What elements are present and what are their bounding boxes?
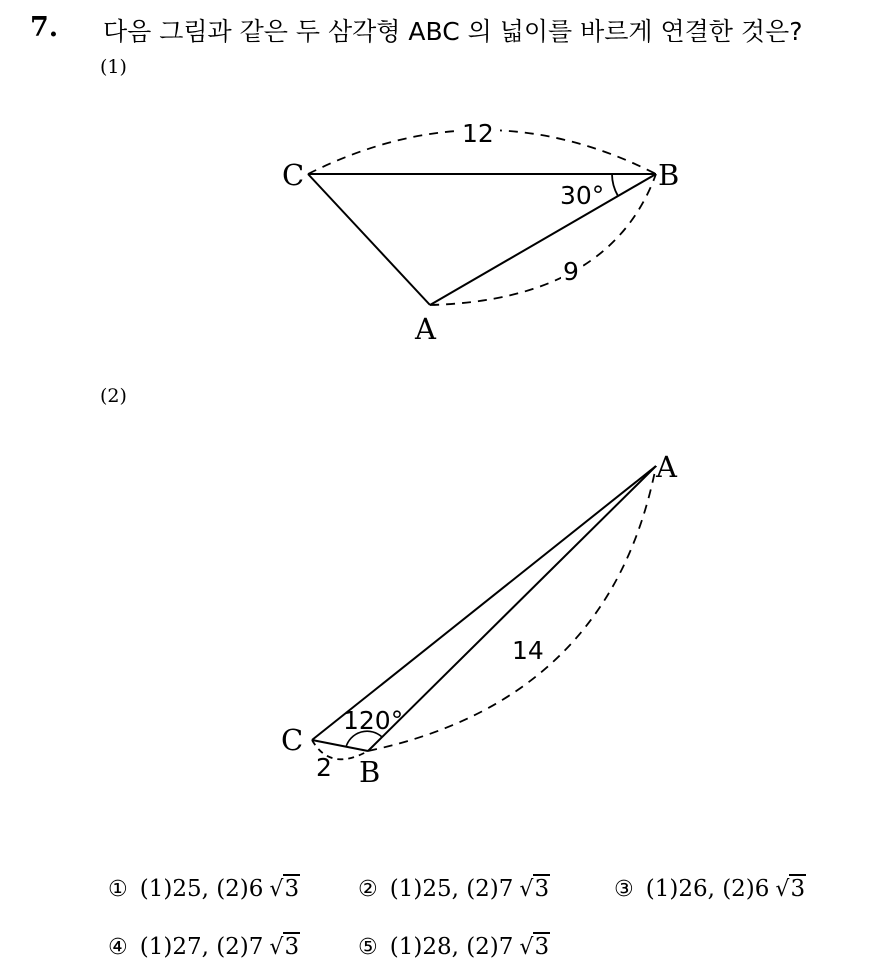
choice-2[interactable] (358, 876, 550, 902)
side-ab-length-2: 14 (512, 636, 544, 665)
side-cb-length-1: 12 (462, 119, 494, 148)
vertex-c-2: C (281, 723, 304, 757)
choice-1-text: (1)25, (2)6 (139, 876, 264, 902)
choice-2-mark: ② (358, 877, 378, 902)
vertex-c-1: C (282, 158, 305, 192)
choice-3-mark: ③ (614, 877, 634, 902)
part-2-label: (2) (100, 385, 127, 407)
sqrt-symbol: √3 (269, 934, 300, 960)
choice-3-text: (1)26, (2)6 (645, 876, 770, 902)
choice-4-mark: ④ (108, 935, 128, 960)
question-number: 7. (30, 12, 59, 43)
choice-5-mark: ⑤ (358, 935, 378, 960)
vertex-a-2: A (656, 450, 677, 484)
choice-5[interactable] (358, 934, 550, 960)
choice-2-text: (1)25, (2)7 (389, 876, 514, 902)
question-text: 다음 그림과 같은 두 삼각형 ABC 의 넓이를 바르게 연결한 것은? (103, 17, 803, 46)
side-cb-2 (312, 740, 368, 751)
sqrt-symbol: √3 (775, 876, 806, 902)
choice-4[interactable] (108, 934, 300, 960)
choice-1-mark: ① (108, 877, 128, 902)
choice-5-text: (1)28, (2)7 (389, 934, 514, 960)
side-cb-length-2: 2 (316, 753, 332, 782)
sqrt-symbol: √3 (519, 934, 550, 960)
side-ba-2 (368, 466, 656, 751)
sqrt-symbol: √3 (519, 876, 550, 902)
vertex-b-1: B (658, 158, 680, 192)
sqrt-symbol: √3 (269, 876, 300, 902)
vertex-a-1: A (415, 312, 436, 346)
choice-4-text: (1)27, (2)7 (139, 934, 264, 960)
vertex-b-2: B (359, 755, 381, 789)
side-ab-length-1: 9 (563, 257, 579, 286)
side-ca-2 (312, 466, 656, 740)
angle-b-2: 120° (343, 706, 404, 735)
choice-1[interactable] (108, 876, 300, 902)
part-1-label: (1) (100, 56, 127, 78)
angle-b-1: 30° (560, 181, 605, 210)
choice-3[interactable] (614, 876, 806, 902)
